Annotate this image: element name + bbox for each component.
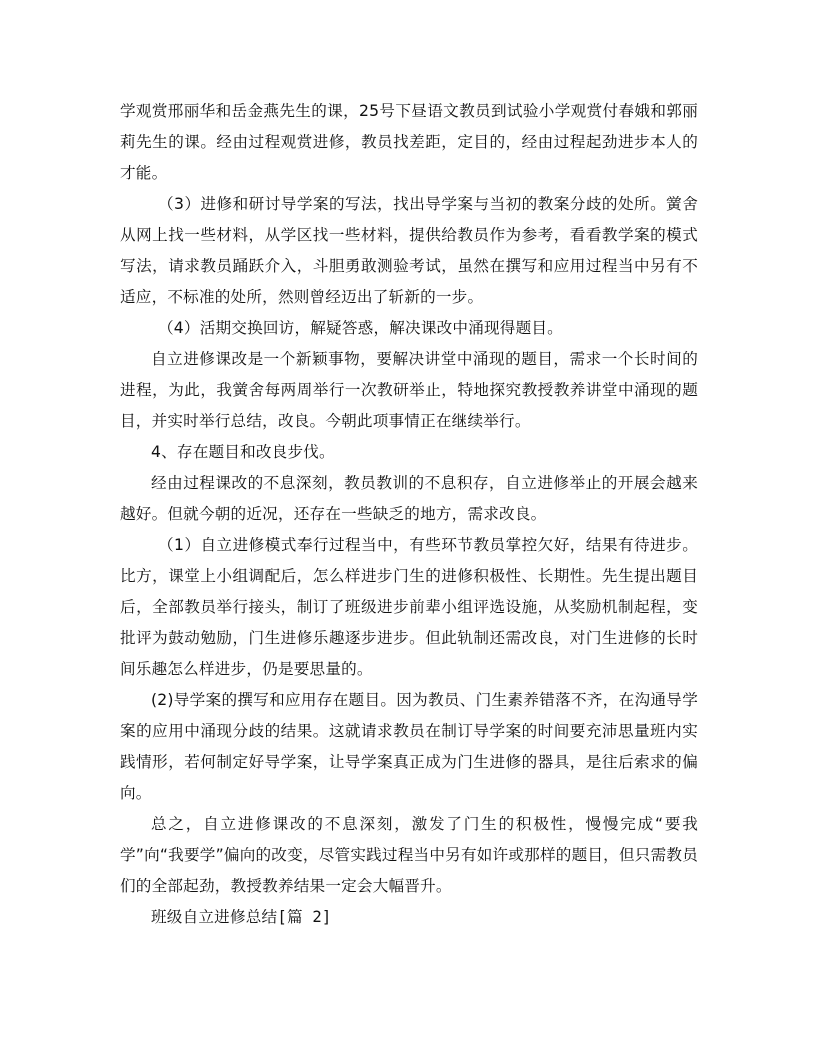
paragraph-continuation: 学观赏邢丽华和岳金燕先生的课，25号下昼语文教员到试验小学观赏付春娥和郭丽莉先生的课。经由过程观赏进修，教员找差距，定目的，经由过程起劲进步本人的才能。 (120, 102, 698, 182)
paragraph-problem-1: （1）自立进修模式奉行过程当中，有些环节教员掌控欠好，结果有待进步。比方，课堂上小组调配后，怎么样进步门生的进修积极性、长期性。先生提出题目后，全部教员举行接头，制订了班级进步前辈小组评选设施，从奖励机制起程，变批评为鼓动勉励，门生进修乐趣逐步进步。但此轨制还需改良，对门生进修的长时间乐趣怎么样进步，仍是要思量的。 (120, 536, 698, 678)
document-body (120, 96, 698, 933)
paragraph-conclusion: 总之，自立进修课改的不息深刻，激发了门生的积极性，慢慢完成“要我学”向“我要学”偏向的改变，尽管实践过程当中另有如许或那样的题目，但只需教员们的全部起劲，教授教养结果一定会大幅晋升。 (120, 815, 698, 895)
paragraph-item-4: （4）活期交换回访，解疑答惑，解决课改中涌现得题目。 (158, 319, 563, 337)
paragraph-problems-intro: 经由过程课改的不息深刻，教员教训的不息积存，自立进修举止的开展会越来越好。但就今朝的近况，还存在一些缺乏的地方，需求改良。 (120, 474, 698, 523)
paragraph-item-3: （3）进修和研讨导学案的写法，找出导学案与当初的教案分歧的处所。黉舍从网上找一些材料，从学区找一些材料，提供给教员作为参考，看看教学案的模式写法，请求教员踊跃介入，斗胆勇敢测验考试，虽然在撰写和应用过程当中另有不适应，不标准的处所，然则曾经迈出了斩新的一步。 (120, 195, 698, 306)
section-heading-problems: 4、存在题目和改良步伐。 (151, 443, 335, 461)
paragraph-problem-2: (2)导学案的撰写和应用存在题目。因为教员、门生素养错落不齐，在沟通导学案的应用中涌现分歧的结果。这就请求教员在制订导学案的时间要充沛思量班内实践情形，若何制定好导学案，让导学案真正成为门生进修的器具，是往后索求的偏向。 (120, 691, 698, 802)
section-title-part-2: 班级自立进修总结[篇 2] (151, 908, 332, 926)
paragraph-curriculum-reform: 自立进修课改是一个新颖事物，要解决讲堂中涌现的题目，需求一个长时间的进程，为此，我黉舍每两周举行一次教研举止，特地探究教授教养讲堂中涌现的题目，并实时举行总结，改良。今朝此项事情正在继续举行。 (120, 350, 698, 430)
